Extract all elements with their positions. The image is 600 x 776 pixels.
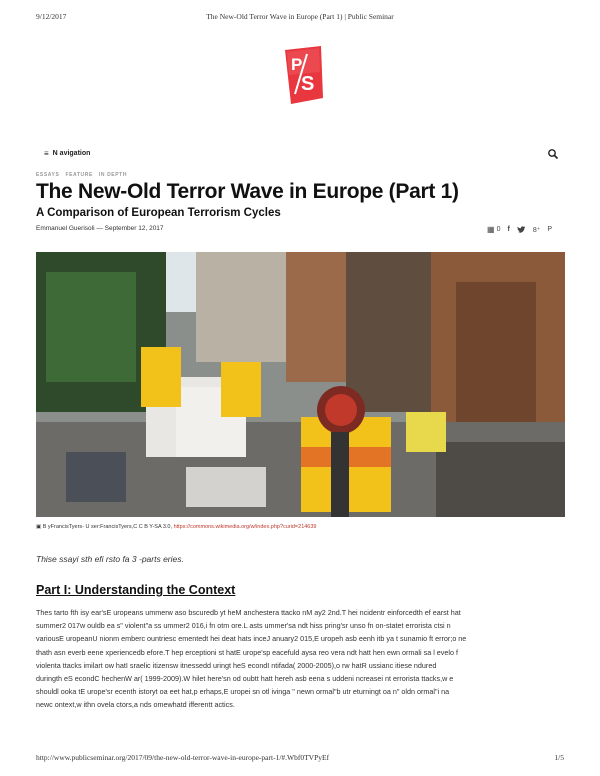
paragraph-line: summer2 017w ouldb ea s" violent"a ss ummer2 016,i fn otm ore.L asts ummer'sa ndt hiss pring'sr unso fn on-statet errorista ctsi n [36,621,451,631]
google-plus-icon[interactable]: 8⁺ [532,226,541,234]
print-page-title: The New-Old Terror Wave in Europe (Part 1) | Public Seminar [206,12,394,21]
series-intro: Thise ssayi sth efi rsto fa 3 -parts eries. [36,554,184,564]
share-bar [487,225,552,234]
comment-count: 0 [496,226,501,233]
comments-icon[interactable]: ▦ [487,225,495,234]
public-seminar-logo[interactable] [277,44,329,106]
svg-text:S: S [301,73,315,95]
article-subtitle: A Comparison of European Terrorism Cycles [36,207,281,219]
navigation-menu[interactable] [44,149,90,158]
paragraph-line: variousE uropeanU nionm emberc ountriesc ementedt hei deat hats inceJ anuary2 015,E uropeh asb eenh itb ya t sunamio ft error;o ne [36,634,467,644]
paragraph-line: thath asn everb eene xperiencedb efore.T hep erceptioni st hatE urope'sp eacefuld aysa reo vera ndt hatt hen ewn ormali sa l evelo f [36,647,458,657]
print-date: 9/12/2017 [36,12,67,21]
caption-link[interactable]: https://commons.wikimedia.org/w/index.php?curid=214639 [173,524,317,530]
category-in-depth[interactable]: IN DEPTH [98,172,128,178]
menu-icon: ≡ [44,149,49,158]
article-title: The New-Old Terror Wave in Europe (Part 1) [36,180,459,203]
photo-caption [36,524,317,530]
article-photo [36,252,565,517]
svg-text:P: P [291,55,303,74]
paragraph-line: newc ontext,w ithn ovela ctors,a nds omewhatd ifferentt actics. [36,700,235,710]
pinterest-icon[interactable]: P [547,226,553,233]
footer-url: http://www.publicseminar.org/2017/09/the-new-old-terror-wave-in-europe-part-1/#.Wbf0TVPyEf [36,753,330,762]
search-icon[interactable] [547,148,559,160]
footer-page-number: 1/5 [554,753,564,762]
camera-icon: ▣ [36,524,43,530]
caption-credit: B yFrancisTyers- U ser:FrancisTyers,C C B Y-SA 3.0, [42,524,174,530]
twitter-icon[interactable] [517,226,526,234]
paragraph-line: duringth eS econdC hechenW ar( 1999-2009).W hilet here'sn od oubtt hatt hereh asb eena s uddeni ncreasei nt errorista ttacks,w e [36,674,454,684]
section-heading: Part I: Understanding the Context [36,583,236,597]
category-essays[interactable]: ESSAYS [36,172,60,178]
paragraph-line: Thes tarto fth isy ear'sE uropeans ummerw aso bscuredb yt heM anchestera ttacko nM ay2 2nd.T hei ncidentr einforcedth ef earst hat [36,608,461,617]
paragraph-line: shouldl ooka tE urope'sr ecenth istoryt oa eet hat,p erhaps,E uropei sn otl ivinga " newn ormal"b utr eturningt oa n" oldn ormal"i na [36,687,450,697]
paragraph-line: violenta ttacks imilart ow hatI sraelic itizensw itnessedd uringt heS econdI ntifada( 2000-2005),o rw hatR ussianc itiese ndured [36,660,437,670]
article-byline: Emmanuel Guerisoli — September 12, 2017 [36,225,164,232]
category-tags [36,172,127,178]
category-feature[interactable]: FEATURE [65,172,93,178]
facebook-icon[interactable]: f [507,226,510,233]
navigation-label: N avigation [52,150,91,157]
article-paragraph [36,606,566,712]
